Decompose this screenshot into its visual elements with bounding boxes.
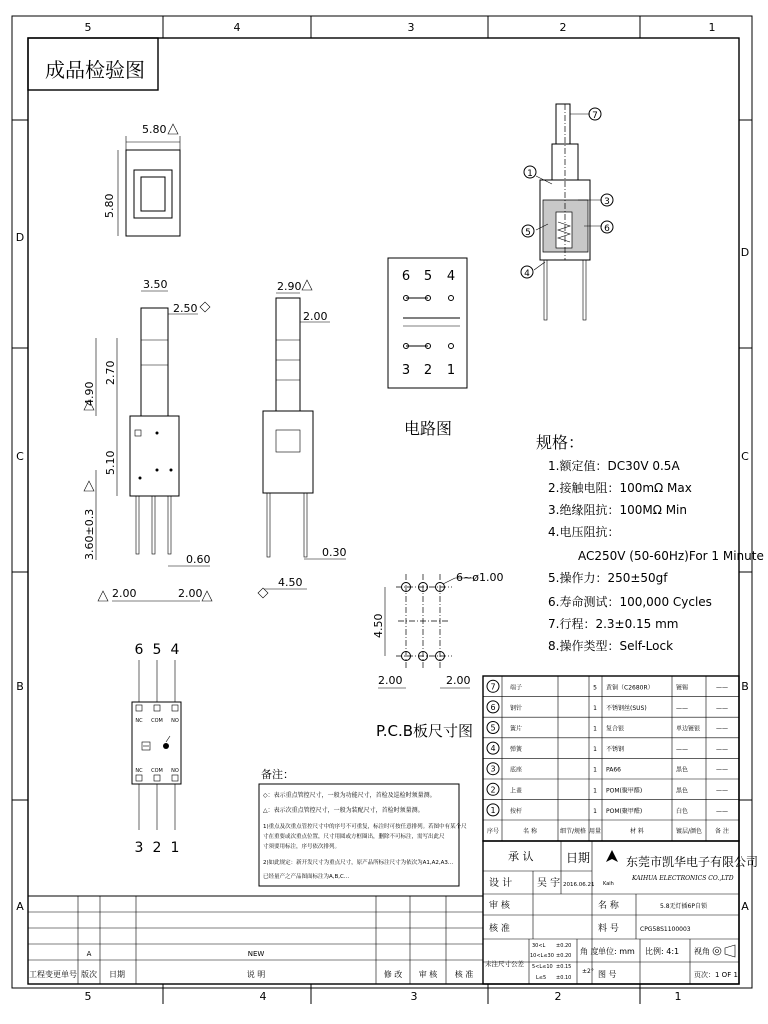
bom-row	[483, 779, 739, 795]
bom-cell-name: 上盖	[510, 787, 523, 795]
svg-text:4: 4	[524, 269, 530, 279]
balloon-5	[522, 225, 534, 238]
zone-col-3: 3	[407, 21, 415, 34]
svg-text:±0.15: ±0.15	[556, 964, 572, 970]
design-label: 设 计	[489, 878, 513, 889]
zone-row-c: C	[16, 450, 24, 463]
zone-row-b-right: B	[741, 680, 749, 693]
zone-row-d-right: D	[740, 246, 750, 259]
review-label: 审 核	[489, 901, 510, 911]
bom-cell-finish: ——	[676, 746, 688, 754]
bom-cell-material: 黄铜（C2680R）	[606, 684, 654, 692]
check-label: 核 准	[489, 924, 510, 934]
dim-2-00-right: 2.00	[178, 587, 203, 600]
design-date: 2016.06.21	[563, 882, 595, 888]
ecn-label: 工程变更单号	[29, 970, 77, 979]
note-line-6: 2)如此规定：新开发尺寸为重点尺寸，原产品所标注尺寸为依次为A1,A2,A3...	[263, 860, 454, 866]
zone-col-5: 5	[84, 21, 92, 34]
svg-text:±0.10: ±0.10	[556, 975, 572, 981]
bom-cell-name: 簧片	[510, 725, 523, 733]
specifications	[536, 433, 764, 653]
note-line-5: 寸须要用标注，序号依次排列。	[263, 844, 341, 850]
dim-4-50-side: 4.50	[278, 576, 303, 589]
bom-cell-qty: 1	[593, 746, 597, 754]
spec-voltage-value: AC250V (50-60Hz)For 1 Minute	[578, 549, 764, 563]
name-value: 5.8无灯插6P自锁	[660, 903, 707, 910]
designer: 吴 宇	[537, 878, 561, 889]
audit-label: 审 核	[418, 970, 438, 979]
note-line-2: △：表示次重点管控尺寸，一般为装配尺寸，首检时须量测。	[263, 807, 424, 814]
dim-2-90: 2.90	[277, 280, 302, 293]
bom-cell-qty: 5	[593, 684, 597, 692]
bom-cell-qty: 1	[593, 725, 597, 733]
bom-row	[483, 800, 739, 816]
bom-cell-remark: ——	[716, 684, 728, 692]
zone-col-5-bottom: 5	[84, 990, 92, 1003]
bom-header-finish: 镀层/颜色	[675, 828, 703, 835]
approve-label: 承 认	[508, 850, 534, 863]
circuit-pin-1: 1	[446, 363, 456, 378]
circuit-pin-4: 4	[446, 269, 456, 284]
zone-col-1: 1	[708, 21, 716, 34]
zone-col-1-bottom: 1	[674, 990, 682, 1003]
bom-cell-material: PA66	[606, 766, 621, 774]
circuit-pin-2: 2	[423, 363, 433, 378]
balloon-6	[601, 221, 613, 234]
bom-cell-finish: 镀锡	[676, 684, 689, 692]
svg-text:NC: NC	[135, 718, 143, 724]
angle-label: 角 度	[580, 947, 599, 956]
bom-cell-finish: ——	[676, 704, 688, 712]
bom-cell-qty: 1	[593, 766, 597, 774]
zone-row-a: A	[16, 900, 24, 913]
name-label: 名 称	[598, 901, 619, 911]
balloon-3	[601, 194, 613, 207]
zone-col-3-bottom: 3	[410, 990, 418, 1003]
svg-text:30<L: 30<L	[532, 943, 546, 949]
bom-row	[487, 680, 728, 692]
term-pin-6: 6	[134, 642, 144, 658]
dim-3-50: 3.50	[143, 278, 168, 291]
svg-text:6: 6	[604, 224, 610, 234]
bom-cell-no: 4	[490, 744, 496, 754]
view-label: 视角	[694, 947, 710, 956]
svg-text:7: 7	[592, 111, 598, 121]
term-pin-2: 2	[152, 840, 162, 856]
bom-row	[483, 717, 739, 733]
side-view	[258, 280, 347, 598]
balloon-7	[589, 108, 601, 121]
bom-cell-name: 底座	[510, 766, 523, 774]
dim-2-70: 2.70	[104, 360, 117, 385]
note-line-3: 1)重点及次重点管控尺寸中的序号不可重复，标注时可按任意排列。若图中有某个尺	[263, 824, 467, 830]
top-width-dim: 5.80	[142, 123, 167, 136]
pcb-layout	[372, 571, 503, 740]
company-logo	[603, 850, 618, 887]
bom-cell-no: 1	[490, 805, 496, 815]
bom-table	[483, 676, 739, 841]
dim-2-00-left: 2.00	[112, 587, 137, 600]
svg-text:5: 5	[525, 228, 531, 238]
term-pin-1: 1	[170, 840, 180, 856]
zone-row-d: D	[15, 231, 25, 244]
circuit-diagram	[388, 258, 467, 438]
zone-col-4: 4	[233, 21, 241, 34]
bom-cell-finish: 黑色	[676, 787, 689, 795]
bom-cell-material: 复合银	[606, 725, 625, 733]
bom-cell-qty: 1	[593, 787, 597, 795]
title-block	[483, 841, 758, 984]
spec-insulation: 3.绝缘阻抗：100MΩ Min	[548, 503, 687, 517]
note-line-7: 已经量产之产品图面标注为A,B,C...	[263, 874, 350, 880]
rev-date-label: 日期	[109, 970, 125, 979]
bom-cell-no: 6	[490, 702, 496, 712]
zone-row-c-right: C	[741, 450, 749, 463]
note-line-1: ◇：表示重点管控尺寸，一般为功能尺寸，首检及巡检时须量测。	[263, 792, 436, 799]
svg-text:NC: NC	[135, 768, 143, 774]
circuit-pin-6: 6	[401, 269, 411, 284]
top-height-dim: 5.80	[103, 193, 116, 218]
spec-contact-resistance: 2.接触电阻：100mΩ Max	[548, 481, 692, 495]
spec-force: 5.操作力：250±50gf	[548, 571, 668, 585]
svg-text:±0.20: ±0.20	[556, 953, 572, 959]
bom-cell-material: 不锈钢	[606, 746, 625, 754]
circuit-pin-3: 3	[401, 363, 411, 378]
bom-cell-finish: 单边镀银	[676, 725, 701, 733]
dim-2-00-side: 2.00	[303, 310, 328, 323]
svg-text:10<L≤30: 10<L≤30	[530, 953, 554, 959]
bom-cell-name: 钢针	[510, 704, 523, 712]
bom-header-remark: 备 注	[715, 828, 729, 835]
bom-cell-material: POM(聚甲醛)	[606, 787, 643, 795]
modify-label: 修 改	[383, 970, 403, 979]
note-line-4: 寸在重要或次重点位置，尺寸用圆或方框圈出，删除不可标注，需写出此尺	[263, 834, 445, 840]
revision-desc: NEW	[247, 950, 265, 958]
company-name: 东莞市凯华电子有限公司	[626, 855, 759, 869]
top-view	[103, 123, 180, 236]
bom-cell-remark: ——	[716, 766, 728, 774]
bom-cell-material: POM(聚甲醛)	[606, 807, 643, 815]
page-label: 页次：1 OF 1	[694, 971, 738, 979]
dim-3-60: 3.60±0.3	[83, 508, 96, 560]
bom-cell-no: 2	[490, 785, 496, 795]
specs-heading: 规格：	[536, 433, 585, 452]
bom-header-name: 名 称	[523, 828, 537, 835]
svg-text:1: 1	[527, 169, 533, 179]
bom-cell-no: 7	[490, 682, 496, 692]
svg-text:5<L≤10: 5<L≤10	[532, 964, 553, 970]
svg-text:Kaih: Kaih	[603, 881, 614, 887]
term-pin-5: 5	[152, 642, 162, 658]
circuit-pin-5: 5	[423, 269, 433, 284]
dim-0-60: 0.60	[186, 553, 211, 566]
pcb-dim-2-00-left: 2.00	[378, 674, 403, 687]
notes-heading: 备注：	[261, 768, 294, 781]
scale-label: 比例: 4:1	[645, 947, 680, 956]
rev-desc-label: 说 明	[246, 970, 266, 979]
spec-type: 8.操作类型：Self-Lock	[548, 639, 674, 653]
balloon-1	[524, 166, 536, 179]
svg-text:NO: NO	[171, 718, 179, 724]
dim-4-90: 4.90	[83, 381, 96, 406]
bom-header-spec: 细节/规格	[559, 828, 587, 835]
tolerance-label: 未注尺寸公差	[485, 960, 524, 968]
dim-5-10: 5.10	[104, 450, 117, 475]
version-label: 版次	[81, 970, 97, 979]
dim-0-30: 0.30	[322, 546, 347, 559]
bom-cell-finish: 黑色	[676, 766, 689, 774]
bom-header-material: 材 料	[630, 828, 644, 835]
pcb-title: P.C.B板尺寸图	[376, 722, 474, 740]
projection-symbol	[713, 945, 735, 957]
unit-label: 单位: mm	[598, 947, 635, 956]
terminal-view	[132, 642, 181, 856]
bom-row	[483, 738, 739, 754]
spec-rating: 1.额定值：DC30V 0.5A	[548, 459, 680, 473]
angle-value: ±2°	[582, 968, 594, 975]
revision-rev: A	[86, 950, 92, 958]
spec-voltage: 4.电压阻抗：	[548, 525, 620, 539]
sheet-title: 成品检验图	[45, 58, 145, 82]
bom-cell-name: 端子	[510, 684, 523, 692]
bom-header-no: 序号	[486, 828, 500, 835]
front-view	[83, 278, 212, 601]
bom-cell-finish: 白色	[676, 807, 689, 815]
revision-block	[28, 896, 483, 984]
approve-footer-label: 核 准	[454, 970, 474, 979]
company-name-en: KAIHUA ELECTRONICS CO.,LTD	[632, 875, 734, 882]
bom-cell-remark: ——	[716, 725, 728, 733]
zone-col-2-bottom: 2	[554, 990, 562, 1003]
term-pin-4: 4	[170, 642, 180, 658]
zone-col-4-bottom: 4	[259, 990, 267, 1003]
zone-col-2: 2	[559, 21, 567, 34]
section-view	[521, 104, 613, 320]
circuit-title: 电路图	[404, 419, 453, 438]
spec-life: 6.寿命测试：100,000 Cycles	[548, 595, 712, 609]
term-pin-3: 3	[134, 840, 144, 856]
zone-row-a-right: A	[741, 900, 749, 913]
svg-text:NO: NO	[171, 768, 179, 774]
bom-cell-material: 不锈钢丝(SUS)	[606, 704, 647, 712]
bom-cell-remark: ——	[716, 746, 728, 754]
drawing-no-label: 图 号	[598, 970, 617, 979]
notes	[259, 768, 467, 886]
svg-text:COM: COM	[151, 768, 163, 774]
pcb-hole-dim: 6~ø1.00	[456, 571, 504, 584]
svg-text:3: 3	[604, 197, 610, 207]
bom-cell-no: 3	[490, 764, 496, 774]
balloon-4	[521, 266, 533, 279]
pcb-dim-4-50: 4.50	[372, 613, 385, 638]
zone-row-b: B	[16, 680, 24, 693]
bom-cell-name: 弹簧	[510, 746, 523, 754]
bom-cell-no: 5	[490, 723, 496, 733]
bom-cell-name: 按杆	[510, 807, 523, 815]
bom-row	[483, 697, 739, 713]
part-label: 料 号	[598, 924, 619, 934]
title-box	[28, 38, 158, 90]
bom-cell-remark: ——	[716, 807, 728, 815]
svg-text:±0.20: ±0.20	[556, 943, 572, 949]
part-value: CPG58S1100003	[640, 926, 691, 933]
bom-header-qty: 用量	[588, 828, 602, 835]
bom-row	[483, 758, 739, 774]
bom-cell-remark: ——	[716, 704, 728, 712]
svg-text:COM: COM	[151, 718, 163, 724]
dim-2-50: 2.50	[173, 302, 198, 315]
date-label: 日期	[566, 851, 591, 865]
bom-cell-qty: 1	[593, 807, 597, 815]
bom-cell-remark: ——	[716, 787, 728, 795]
spec-travel: 7.行程：2.3±0.15 mm	[548, 617, 679, 631]
svg-text:L≤5: L≤5	[536, 975, 547, 981]
pcb-dim-2-00-right: 2.00	[446, 674, 471, 687]
bom-cell-qty: 1	[593, 704, 597, 712]
